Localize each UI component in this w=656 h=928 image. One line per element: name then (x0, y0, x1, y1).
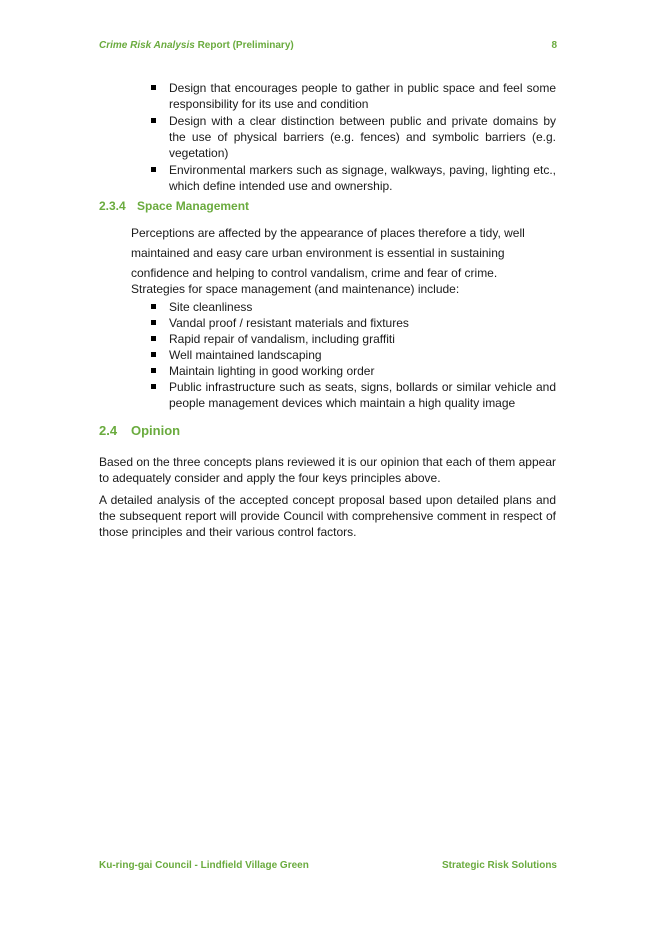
page-header (99, 40, 557, 54)
page-number: 8 (551, 40, 557, 51)
section-number: 2.3.4 (99, 199, 126, 213)
header-title-rest: Report (Preliminary) (194, 40, 294, 51)
footer-left: Ku-ring-gai Council - Lindfield Village Green (99, 860, 309, 871)
list-item: Design that encourages people to gather in public space and feel some responsibility for its use and condition (149, 80, 556, 112)
list-item: Site cleanliness (149, 299, 556, 315)
list-item: Maintain lighting in good working order (149, 363, 556, 379)
page-footer (99, 860, 557, 874)
opinion-paragraph-1: Based on the three concepts plans reviewed it is our opinion that each of them appear to adequately consider and apply the four keys principles above. (99, 455, 556, 485)
section-heading-opinion (99, 423, 180, 438)
section-title: Space Management (137, 199, 250, 213)
strategies-bullet-list (149, 299, 556, 411)
section-heading-space-management (99, 199, 249, 213)
section-title: Opinion (131, 423, 181, 438)
list-item: Rapid repair of vandalism, including graffiti (149, 331, 556, 347)
top-bullet-list (149, 80, 556, 195)
section-number: 2.4 (99, 423, 118, 438)
strategies-intro: Strategies for space management (and maintenance) include: (131, 282, 460, 296)
list-item: Vandal proof / resistant materials and fixtures (149, 315, 556, 331)
header-title (99, 40, 294, 51)
footer-right: Strategic Risk Solutions (441, 860, 557, 871)
header-title-italic: Crime Risk Analysis (99, 40, 195, 51)
list-item: Public infrastructure such as seats, signs, bollards or similar vehicle and people management devices which maintain a high quality image (149, 379, 556, 411)
opinion-paragraph-2: A detailed analysis of the accepted concept proposal based upon detailed plans and the subsequent report will provide Council with comprehensive comment in respect of those principles and their various control factors. (99, 493, 556, 539)
list-item: Well maintained landscaping (149, 347, 556, 363)
list-item: Design with a clear distinction between public and private domains by the use of physical barriers (e.g. fences) and symbolic barriers (e.g. vegetation) (149, 113, 556, 161)
list-item: Environmental markers such as signage, walkways, paving, lighting etc., which define intended use and ownership. (149, 162, 556, 194)
space-management-paragraph: Perceptions are affected by the appearance of places therefore a tidy, well maintained and easy care urban environment is essential in sustaining confidence and helping to control vandalism, crime and fear of crime. (131, 226, 525, 280)
